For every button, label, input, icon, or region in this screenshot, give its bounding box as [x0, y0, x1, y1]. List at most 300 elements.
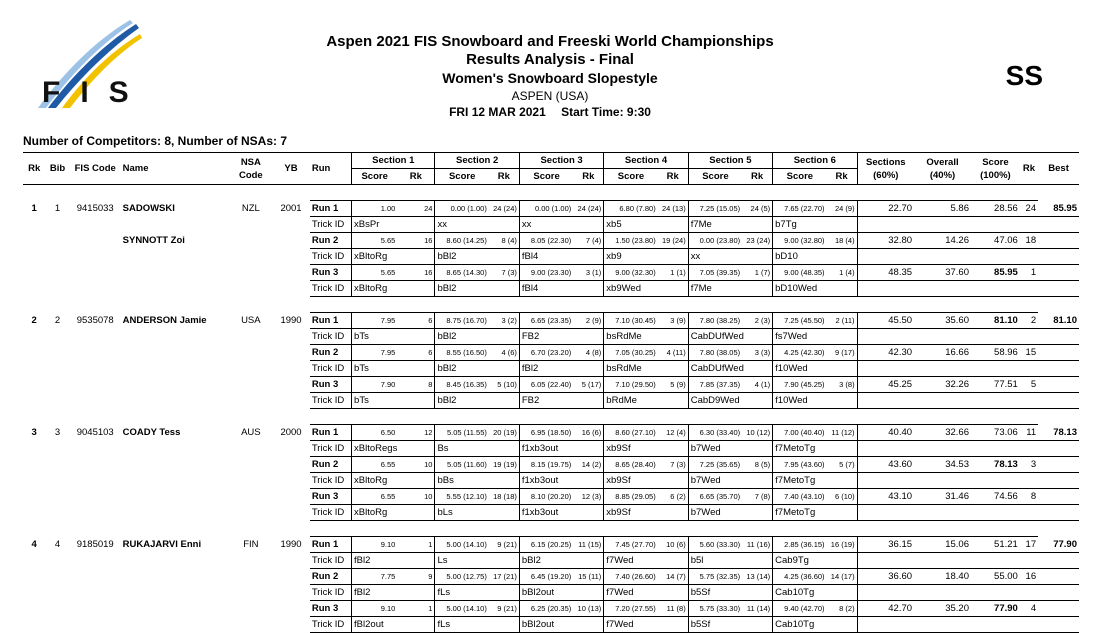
blank: [45, 329, 69, 345]
blank: [23, 361, 45, 377]
section-rank: 18 (4): [827, 233, 858, 249]
col-section-2: Section 2: [435, 153, 519, 169]
run-rank: 5: [1020, 377, 1038, 393]
blank: [121, 457, 230, 473]
sub-rk: Rk: [573, 169, 604, 185]
trick-id: xBltoRg: [352, 281, 435, 297]
run-rank: 2: [1020, 313, 1038, 329]
section-rank: 24 (24): [573, 201, 604, 217]
trick-row: [23, 281, 1079, 297]
blank: [121, 489, 230, 505]
overall-score: 5.86: [914, 201, 971, 217]
section-rank: 10 (12): [742, 425, 773, 441]
trick-id: xb5: [604, 217, 688, 233]
trick-id-label: Trick ID: [310, 553, 352, 569]
blank: [121, 361, 230, 377]
trick-id: f1xb3out: [519, 473, 603, 489]
sub-score: Score: [435, 169, 489, 185]
blank: [121, 345, 230, 361]
section-rank: 24 (5): [742, 201, 773, 217]
trick-id-label: Trick ID: [310, 281, 352, 297]
section-score: 5.75 (32.35): [688, 569, 742, 585]
trick-id: b7Wed: [688, 441, 772, 457]
blank: [70, 345, 121, 361]
section-score: 5.00 (14.10): [435, 601, 489, 617]
blank: [23, 345, 45, 361]
blank: [914, 329, 971, 345]
run-label: Run 2: [310, 233, 352, 249]
blank: [23, 601, 45, 617]
section-rank: 14 (2): [573, 457, 604, 473]
col-sections-60: Sections (60%): [857, 153, 914, 185]
blank: [70, 489, 121, 505]
blank: [45, 377, 69, 393]
blank: [23, 489, 45, 505]
blank: [857, 441, 914, 457]
trick-row: [23, 585, 1079, 601]
section-score: 5.75 (33.30): [688, 601, 742, 617]
trick-id: b5Sf: [688, 585, 772, 601]
blank: [1020, 505, 1038, 521]
run-row: [23, 233, 1079, 249]
run-rank: 1: [1020, 265, 1038, 281]
section-score: 5.05 (11.55): [435, 425, 489, 441]
blank: [229, 233, 272, 249]
run-rank: 11: [1020, 425, 1038, 441]
section-rank: 5 (10): [489, 377, 520, 393]
section-score: 6.30 (33.40): [688, 425, 742, 441]
sections-score: 36.15: [857, 537, 914, 553]
trick-id: xb9: [604, 249, 688, 265]
athlete-name: ANDERSON Jamie: [122, 315, 207, 326]
section-score: 9.10: [352, 537, 398, 553]
athlete-nsa: AUS: [241, 427, 261, 438]
blank: [23, 457, 45, 473]
section-rank: 12 (3): [573, 489, 604, 505]
blank: [45, 249, 69, 265]
blank: [229, 377, 272, 393]
trick-id: bD10: [773, 249, 857, 265]
blank: [1038, 249, 1079, 265]
trick-id: bBl2: [435, 393, 519, 409]
trick-id: Ls: [435, 553, 519, 569]
trick-id: xb9Sf: [604, 441, 688, 457]
sub-rk: Rk: [742, 169, 773, 185]
run-row: [23, 313, 1079, 329]
blank: [914, 281, 971, 297]
blank: [914, 505, 971, 521]
section-rank: 16 (19): [827, 537, 858, 553]
blank: [857, 329, 914, 345]
section-rank: 12: [397, 425, 435, 441]
sections-score: 42.30: [857, 345, 914, 361]
run-label: Run 1: [310, 425, 352, 441]
blank: [857, 585, 914, 601]
blank: [272, 393, 310, 409]
blank: [229, 345, 272, 361]
blank: [70, 249, 121, 265]
blank: [70, 473, 121, 489]
best-score: 85.95: [1053, 202, 1077, 214]
trick-id: bBl2: [435, 361, 519, 377]
section-rank: 5 (9): [658, 377, 689, 393]
blank: [272, 505, 310, 521]
section-rank: 7 (3): [489, 265, 520, 281]
trick-id: CabDUfWed: [688, 329, 772, 345]
overall-score: 14.26: [914, 233, 971, 249]
sub-rk: Rk: [827, 169, 858, 185]
discipline-code: SS: [1005, 60, 1043, 91]
section-score: 7.25 (15.05): [688, 201, 742, 217]
blank: [914, 617, 971, 633]
section-rank: 8 (5): [742, 457, 773, 473]
sub-rk: Rk: [658, 169, 689, 185]
trick-id: Cab9Tg: [773, 553, 857, 569]
run-row: [23, 457, 1079, 473]
blank: [229, 361, 272, 377]
trick-id: fs7Wed: [773, 329, 857, 345]
section-rank: 19 (19): [489, 457, 520, 473]
trick-id: bTs: [352, 361, 435, 377]
sections-score: 45.25: [857, 377, 914, 393]
trick-id: bBl2out: [519, 617, 603, 633]
blank: [914, 217, 971, 233]
blank: [1038, 329, 1079, 345]
spacer-row: [23, 521, 1079, 537]
section-score: 0.00 (23.80): [688, 233, 742, 249]
blank: [23, 329, 45, 345]
section-score: 8.65 (14.30): [435, 265, 489, 281]
run-label: Run 3: [310, 601, 352, 617]
section-rank: 11 (16): [742, 537, 773, 553]
section-score: 6.95 (18.50): [519, 425, 573, 441]
section-score: 6.50: [352, 425, 398, 441]
blank: [272, 281, 310, 297]
section-rank: 8 (2): [827, 601, 858, 617]
report-subtitle: Results Analysis - Final: [466, 51, 634, 68]
blank: [70, 569, 121, 585]
section-rank: 7 (3): [658, 457, 689, 473]
trick-id: xBltoRegs: [352, 441, 435, 457]
section-score: 9.00 (32.30): [604, 265, 658, 281]
col-section-1: Section 1: [352, 153, 435, 169]
athlete-bib: 4: [54, 539, 61, 550]
blank: [914, 473, 971, 489]
section-score: 7.85 (37.35): [688, 377, 742, 393]
trick-id: bBl2: [435, 281, 519, 297]
overall-score: 35.20: [914, 601, 971, 617]
blank: [857, 553, 914, 569]
blank: [121, 473, 230, 489]
report-header: [250, 32, 850, 120]
section-score: 0.00 (1.00): [519, 201, 573, 217]
athlete-rank: 2: [31, 315, 37, 326]
trick-id: xBltoRg: [352, 249, 435, 265]
blank: [272, 345, 310, 361]
trick-id: f10Wed: [773, 393, 857, 409]
blank: [121, 601, 230, 617]
trick-id-label: Trick ID: [310, 473, 352, 489]
blank: [971, 217, 1020, 233]
event-date: FRI 12 MAR 2021: [449, 105, 546, 119]
spacer: [23, 297, 1079, 313]
section-score: 7.45 (27.70): [604, 537, 658, 553]
blank: [45, 601, 69, 617]
trick-id: f7Me: [688, 217, 772, 233]
blank: [229, 505, 272, 521]
section-rank: 10 (6): [658, 537, 689, 553]
blank: [272, 457, 310, 473]
blank: [1020, 553, 1038, 569]
col-name: Name: [121, 153, 230, 185]
trick-row: [23, 617, 1079, 633]
run-label: Run 3: [310, 377, 352, 393]
section-rank: 13 (14): [742, 569, 773, 585]
blank: [70, 265, 121, 281]
discipline-title: Women's Snowboard Slopestyle: [442, 70, 658, 86]
trick-id: b7Wed: [688, 505, 772, 521]
blank: [45, 569, 69, 585]
blank: [1038, 217, 1079, 233]
blank: [23, 281, 45, 297]
section-rank: 1 (1): [658, 265, 689, 281]
blank: [229, 329, 272, 345]
run-row: [23, 537, 1079, 553]
section-rank: 4 (8): [573, 345, 604, 361]
sub-score: Score: [519, 169, 573, 185]
section-rank: 6: [397, 345, 435, 361]
section-score: 6.55: [352, 457, 398, 473]
blank: [70, 377, 121, 393]
section-rank: 19 (24): [658, 233, 689, 249]
blank: [1038, 585, 1079, 601]
section-rank: 4 (1): [742, 377, 773, 393]
athlete-bib: 2: [54, 315, 61, 326]
trick-id: f7MetoTg: [773, 473, 857, 489]
blank: [914, 393, 971, 409]
section-rank: 5 (7): [827, 457, 858, 473]
section-score: 5.55 (12.10): [435, 489, 489, 505]
section-score: 1.50 (23.80): [604, 233, 658, 249]
best-score: 77.90: [1053, 538, 1077, 550]
athlete-yb: 1990: [280, 315, 302, 326]
blank: [70, 217, 121, 233]
trick-row: [23, 441, 1079, 457]
run-label: Run 2: [310, 457, 352, 473]
section-score: 7.05 (39.35): [688, 265, 742, 281]
blank: [229, 473, 272, 489]
trick-id: bsRdMe: [604, 361, 688, 377]
section-rank: 6 (10): [827, 489, 858, 505]
location: ASPEN (USA): [511, 89, 589, 103]
blank: [23, 377, 45, 393]
blank: [229, 249, 272, 265]
run-rank: 24: [1020, 201, 1038, 217]
event-title: Aspen 2021 FIS Snowboard and Freeski World Championships: [326, 33, 774, 50]
blank: [1038, 441, 1079, 457]
blank: [70, 329, 121, 345]
athlete-bib: 1: [54, 203, 61, 214]
blank: [1020, 585, 1038, 601]
blank: [914, 553, 971, 569]
blank: [70, 457, 121, 473]
blank: [272, 473, 310, 489]
run-label: Run 1: [310, 313, 352, 329]
sections-score: 36.60: [857, 569, 914, 585]
section-rank: 9 (21): [489, 601, 520, 617]
section-score: 7.90: [352, 377, 398, 393]
athlete-fis-code: 9045103: [76, 427, 114, 438]
blank: [23, 553, 45, 569]
section-rank: 9: [397, 569, 435, 585]
trick-id: bLs: [435, 505, 519, 521]
section-rank: 12 (4): [658, 425, 689, 441]
section-score: 9.00 (32.80): [773, 233, 827, 249]
spacer: [23, 521, 1079, 537]
athlete-name: SADOWSKI: [122, 203, 175, 214]
section-score: 9.00 (48.35): [773, 265, 827, 281]
section-score: 7.95: [352, 345, 398, 361]
run-label: Run 2: [310, 345, 352, 361]
run-rank: 17: [1020, 537, 1038, 553]
trick-id-label: Trick ID: [310, 617, 352, 633]
overall-score: 32.66: [914, 425, 971, 441]
blank: [1020, 249, 1038, 265]
run-row: [23, 345, 1079, 361]
col-section-5: Section 5: [688, 153, 772, 169]
blank: [23, 249, 45, 265]
run-row: [23, 425, 1079, 441]
section-rank: 10: [397, 457, 435, 473]
spacer-row: [23, 185, 1079, 201]
trick-row: [23, 393, 1079, 409]
blank: [1038, 377, 1079, 393]
blank: [45, 265, 69, 281]
trick-id: xBltoRg: [352, 473, 435, 489]
blank: [1038, 233, 1079, 249]
blank: [45, 489, 69, 505]
section-score: 7.10 (29.50): [604, 377, 658, 393]
run-rank: 8: [1020, 489, 1038, 505]
section-rank: 11 (15): [573, 537, 604, 553]
spacer: [23, 409, 1079, 425]
blank: [23, 217, 45, 233]
blank: [229, 553, 272, 569]
section-rank: 8: [397, 377, 435, 393]
overall-score: 37.60: [914, 265, 971, 281]
section-score: 5.05 (11.60): [435, 457, 489, 473]
section-rank: 3 (9): [658, 313, 689, 329]
blank: [229, 585, 272, 601]
section-rank: 7 (4): [573, 233, 604, 249]
section-score: 8.75 (16.70): [435, 313, 489, 329]
section-score: 5.00 (12.75): [435, 569, 489, 585]
col-fis-code: FIS Code: [70, 153, 121, 185]
section-rank: 2 (9): [573, 313, 604, 329]
trick-row: [23, 553, 1079, 569]
trick-id: fBl2: [352, 553, 435, 569]
blank: [229, 393, 272, 409]
results-table: [23, 152, 1079, 633]
section-score: 7.95 (43.60): [773, 457, 827, 473]
blank: [229, 489, 272, 505]
section-rank: 2 (11): [827, 313, 858, 329]
blank: [914, 441, 971, 457]
blank: [121, 553, 230, 569]
blank: [914, 361, 971, 377]
section-rank: 17 (21): [489, 569, 520, 585]
blank: [45, 553, 69, 569]
section-rank: 16 (6): [573, 425, 604, 441]
blank: [1038, 345, 1079, 361]
overall-score: 15.06: [914, 537, 971, 553]
blank: [23, 265, 45, 281]
run-row: [23, 377, 1079, 393]
run-label: Run 2: [310, 569, 352, 585]
section-rank: 23 (24): [742, 233, 773, 249]
blank: [70, 553, 121, 569]
section-rank: 18 (18): [489, 489, 520, 505]
trick-id: b5l: [688, 553, 772, 569]
blank: [971, 329, 1020, 345]
section-rank: 24 (24): [489, 201, 520, 217]
sub-rk: Rk: [397, 169, 435, 185]
athlete-name: RUKAJARVI Enni: [122, 539, 202, 550]
blank: [272, 361, 310, 377]
spacer-row: [23, 409, 1079, 425]
blank: [971, 249, 1020, 265]
blank: [1038, 617, 1079, 633]
run-score: 58.96: [971, 345, 1020, 361]
section-score: 7.05 (30.25): [604, 345, 658, 361]
sections-score: 43.60: [857, 457, 914, 473]
blank: [1038, 393, 1079, 409]
trick-id: xBsPr: [352, 217, 435, 233]
run-row: [23, 489, 1079, 505]
blank: [1038, 473, 1079, 489]
blank: [45, 361, 69, 377]
blank: [70, 281, 121, 297]
blank: [70, 233, 121, 249]
athlete-rank: 3: [31, 427, 37, 438]
blank: [857, 505, 914, 521]
section-score: 6.05 (22.40): [519, 377, 573, 393]
trick-row: [23, 329, 1079, 345]
competitor-summary: Number of Competitors: 8, Number of NSAs: 7: [23, 134, 288, 148]
run-score: 78.13: [971, 457, 1020, 473]
blank: [45, 393, 69, 409]
blank: [971, 505, 1020, 521]
section-rank: 2 (3): [742, 313, 773, 329]
best-score: 78.13: [1053, 426, 1077, 438]
sub-score: Score: [688, 169, 742, 185]
blank: [1020, 393, 1038, 409]
fis-logo: [18, 20, 148, 110]
athlete-name-line-2: SYNNOTT Zoi: [122, 235, 185, 246]
section-score: 6.45 (19.20): [519, 569, 573, 585]
run-label: Run 3: [310, 265, 352, 281]
blank: [971, 281, 1020, 297]
blank: [121, 393, 230, 409]
blank: [229, 617, 272, 633]
blank: [857, 361, 914, 377]
section-score: 7.80 (38.05): [688, 345, 742, 361]
run-row: [23, 569, 1079, 585]
run-score: 51.21: [971, 537, 1020, 553]
trick-id: f7MetoTg: [773, 441, 857, 457]
blank: [23, 505, 45, 521]
section-rank: 16: [397, 265, 435, 281]
